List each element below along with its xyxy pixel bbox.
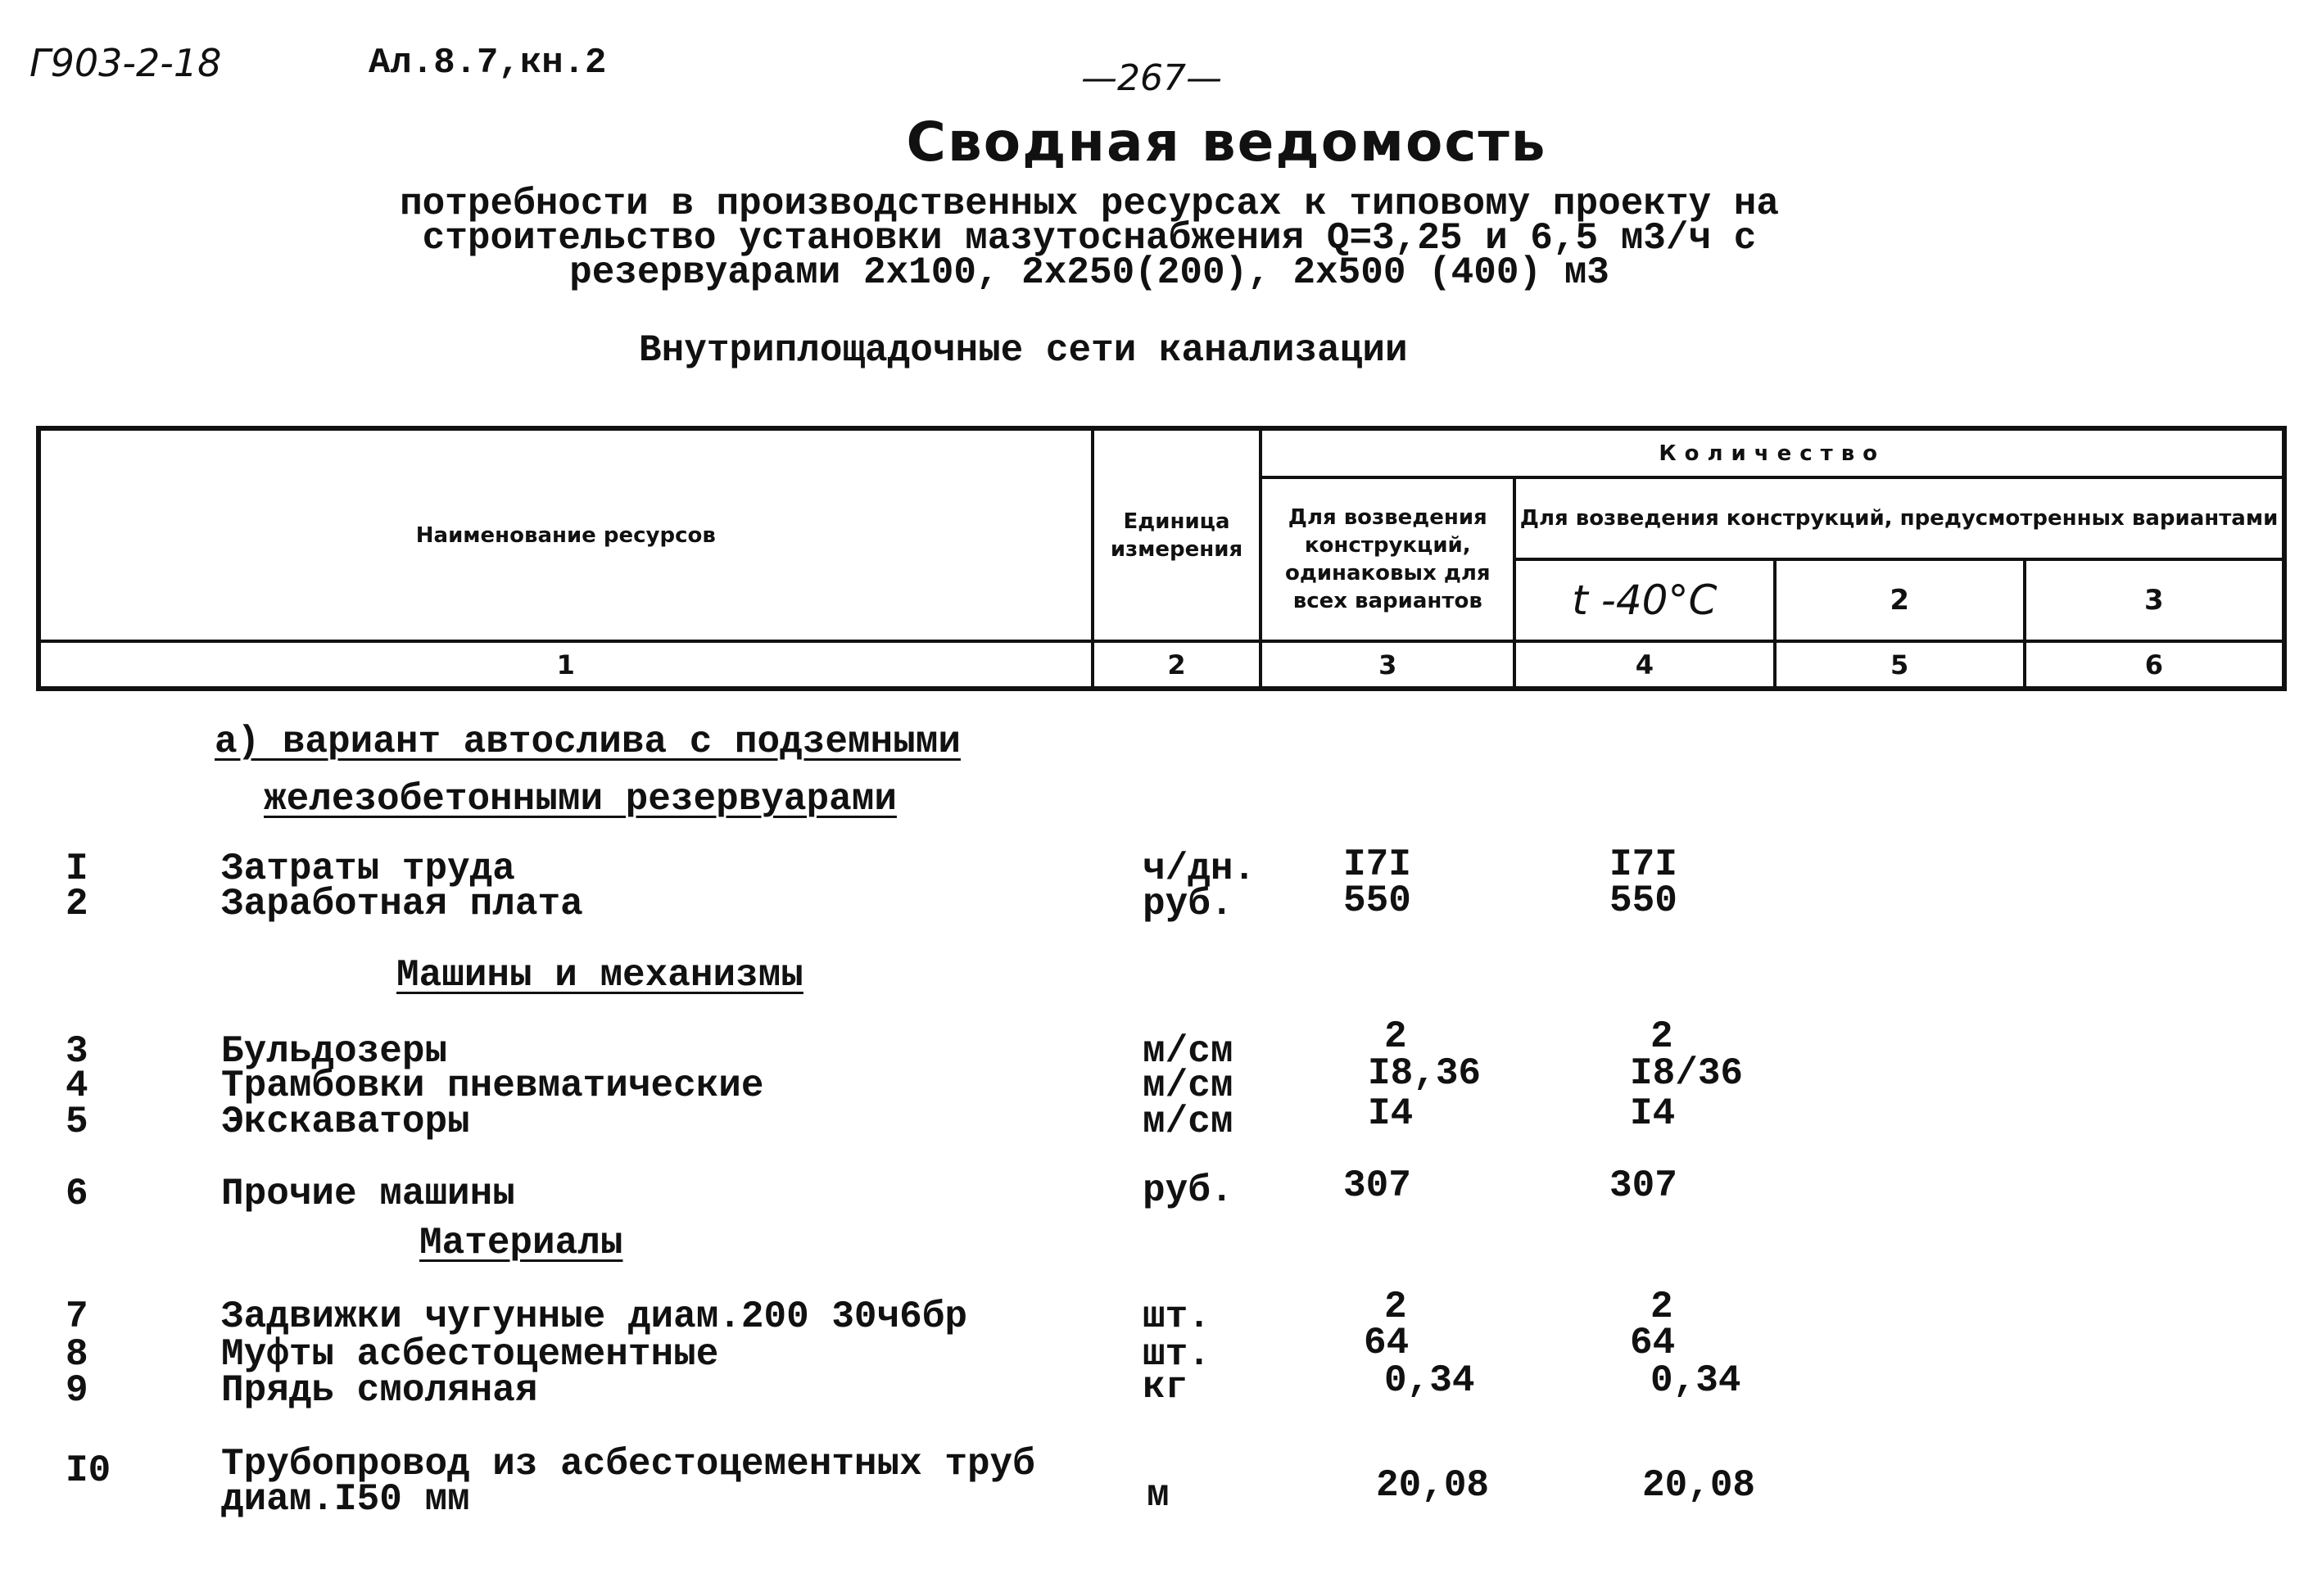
row-9-variant-1: 0,34 <box>1650 1359 1741 1402</box>
row-10-variant-1: 20,08 <box>1642 1464 1756 1507</box>
row-10-unit: м <box>1147 1474 1170 1517</box>
header-variant-2: 2 <box>1775 559 2025 641</box>
header-variant-3: 3 <box>2025 559 2284 641</box>
row-2-name: Заработная плата <box>221 883 583 925</box>
row-4-num: 4 <box>66 1065 88 1107</box>
row-5-name: Экскаваторы <box>221 1101 470 1143</box>
row-2-unit: руб. <box>1143 883 1233 925</box>
group-machines: Машины и механизмы <box>396 954 803 997</box>
subtitle-line-1: потребности в производственных ресурсах к типовому проекту на <box>400 183 1779 225</box>
row-10-name: Трубопровод из асбестоцементных труб <box>221 1443 1035 1485</box>
column-number-2: 2 <box>1093 641 1261 689</box>
row-3-common: 2 <box>1384 1015 1407 1058</box>
header-resource-name: Наименование ресурсов <box>38 428 1093 641</box>
row-6-name: Прочие машины <box>221 1173 515 1215</box>
header-quantity: Количество <box>1261 428 2284 477</box>
row-8-variant-1: 64 <box>1630 1322 1676 1364</box>
row-6-common: 307 <box>1343 1164 1411 1207</box>
row-6-unit: руб. <box>1143 1169 1233 1212</box>
subtitle <box>393 183 1786 294</box>
header-unit: Единица измерения <box>1093 428 1261 641</box>
row-2-variant-1: 550 <box>1609 879 1677 922</box>
subtitle-line-3: резервуарами 2х100, 2х250(200), 2х500 (400) м3 <box>569 251 1609 294</box>
row-4-name: Трамбовки пневматические <box>221 1065 764 1107</box>
row-7-common: 2 <box>1384 1286 1407 1328</box>
row-7-variant-1: 2 <box>1650 1286 1673 1328</box>
subtitle-line-2: строительство установки мазутоснабжения Q=3,25 и 6,5 м3/ч с <box>422 217 1757 260</box>
row-1-num: I <box>66 848 88 890</box>
row-6-num: 6 <box>66 1173 88 1215</box>
row-8-unit: шт. <box>1143 1333 1211 1376</box>
row-4-unit: м/см <box>1143 1065 1233 1107</box>
resource-table-header <box>36 426 2287 691</box>
page-title: Сводная ведомость <box>906 111 1547 174</box>
row-10-name-line-2: диам.I50 мм <box>221 1478 470 1521</box>
row-9-name: Прядь смоляная <box>221 1369 538 1412</box>
row-1-variant-1: I7I <box>1609 843 1677 886</box>
variant-heading <box>215 721 961 763</box>
row-4-common: I8,36 <box>1368 1052 1482 1095</box>
document-code: Г903-2-18 <box>29 41 222 85</box>
row-5-variant-1: I4 <box>1630 1092 1676 1135</box>
variant-heading-line-2: железобетонными резервуарами <box>264 778 897 821</box>
row-1-name: Затраты труда <box>221 848 515 890</box>
column-number-3: 3 <box>1261 641 1514 689</box>
row-1-common: I7I <box>1343 843 1411 886</box>
row-10-num: I0 <box>66 1449 111 1492</box>
row-3-variant-1: 2 <box>1650 1015 1673 1058</box>
row-7-name: Задвижки чугунные диам.200 30ч6бр <box>221 1295 967 1338</box>
album-reference: Ал.8.7,кн.2 <box>369 43 607 84</box>
column-number-6: 6 <box>2025 641 2284 689</box>
column-number-1: 1 <box>38 641 1093 689</box>
row-5-unit: м/см <box>1143 1101 1233 1143</box>
header-common-constructions: Для возведения конструкций, одинаковых для всех вариантов <box>1261 477 1514 641</box>
column-number-4: 4 <box>1514 641 1775 689</box>
row-9-num: 9 <box>66 1369 88 1412</box>
row-1-unit: ч/дн. <box>1143 848 1256 890</box>
column-number-5: 5 <box>1775 641 2025 689</box>
row-9-common: 0,34 <box>1384 1359 1475 1402</box>
row-8-name: Муфты асбестоцементные <box>221 1333 719 1376</box>
row-6-variant-1: 307 <box>1609 1164 1677 1207</box>
page-number: —267— <box>1081 57 1222 99</box>
row-8-common: 64 <box>1364 1322 1410 1364</box>
row-7-unit: шт. <box>1143 1295 1211 1338</box>
row-9-unit: кг <box>1143 1366 1188 1408</box>
row-10-common: 20,08 <box>1376 1464 1490 1507</box>
row-3-unit: м/см <box>1143 1030 1233 1073</box>
section-title: Внутриплощадочные сети канализации <box>639 329 1408 372</box>
row-3-name: Бульдозеры <box>221 1030 448 1073</box>
header-variant-constructions: Для возведения конструкций, предусмотренных вариантами <box>1514 477 2284 559</box>
variant-heading-line-1: а) вариант автослива с подземными <box>215 721 961 763</box>
row-7-num: 7 <box>66 1295 88 1338</box>
row-4-variant-1: I8/36 <box>1630 1052 1744 1095</box>
row-5-common: I4 <box>1368 1092 1414 1135</box>
row-2-num: 2 <box>66 883 88 925</box>
group-materials: Материалы <box>419 1222 623 1264</box>
row-8-num: 8 <box>66 1333 88 1376</box>
row-3-num: 3 <box>66 1030 88 1073</box>
row-5-num: 5 <box>66 1101 88 1143</box>
row-2-common: 550 <box>1343 879 1411 922</box>
header-variant-1: t -40°C <box>1514 559 1775 641</box>
